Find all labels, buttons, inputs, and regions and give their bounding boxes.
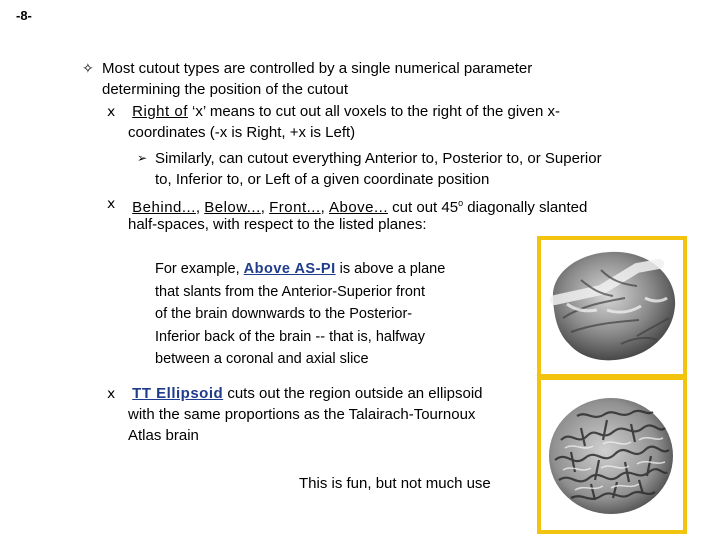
brain-cutout-image (537, 236, 687, 378)
checkmark-bullet-icon: ⅹ (107, 103, 116, 119)
example-line-5: between a coronal and axial slice (155, 351, 369, 367)
checkmark-bullet-icon: ⅹ (107, 385, 116, 401)
halfspace-text-end: diagonally slanted (463, 199, 588, 216)
diamond-bullet-icon: ✧ (82, 60, 94, 76)
example-line-3: of the brain downwards to the Posterior- (155, 306, 413, 322)
main-point-line-1: Most cutout types are controlled by a single numerical parameter (102, 60, 533, 77)
example-line-1 (155, 258, 445, 281)
example-line-2: that slants from the Anterior-Superior front (155, 283, 425, 300)
example-paragraph (155, 258, 445, 371)
ellipsoid-line-1 (128, 383, 483, 404)
separator: , (320, 199, 329, 216)
degree-superscript: o (458, 198, 464, 208)
fun-note: This is fun, but not much use (299, 475, 491, 492)
right-of-text: ‘x’ means to cut out all voxels to the right of the given x- (187, 103, 561, 120)
arrowhead-bullet-icon: ➢ (137, 151, 148, 165)
right-of-line-2: coordinates (-x is Right, +x is Left) (128, 124, 356, 141)
halfspace-line-2: half-spaces, with respect to the listed planes: (128, 216, 427, 233)
similarly-line-2: to, Inferior to, or Left of a given coordinate position (155, 171, 490, 188)
right-of-link[interactable]: Right of (132, 103, 188, 120)
example-line-4: Inferior back of the brain -- that is, halfway (155, 328, 425, 345)
above-link[interactable]: Above... (328, 199, 389, 216)
above-as-pi-link[interactable]: Above AS-PI (243, 261, 336, 277)
halfspace-text: cut out 45 (388, 199, 459, 216)
checkmark-bullet-icon: ⅹ (107, 195, 116, 211)
ellipsoid-line-2: with the same proportions as the Talairach-Tournoux (128, 406, 476, 423)
behind-link[interactable]: Behind... (132, 199, 196, 216)
example-prefix: For example, (155, 261, 244, 277)
separator: , (195, 199, 205, 216)
right-of-line-1 (128, 101, 560, 122)
page-number: -8- (16, 8, 32, 23)
brain-ellipsoid-render (541, 380, 683, 530)
front-link[interactable]: Front... (269, 199, 321, 216)
separator: , (260, 199, 270, 216)
ellipsoid-line-3: Atlas brain (128, 427, 199, 444)
main-point-line-2: determining the position of the cutout (102, 81, 348, 98)
example-line-1-end: is above a plane (335, 261, 446, 277)
brain-cutout-render (541, 240, 683, 374)
below-link[interactable]: Below... (204, 199, 261, 216)
ellipsoid-text: cuts out the region outside an ellipsoid (223, 385, 483, 402)
brain-ellipsoid-image (537, 376, 687, 534)
tt-ellipsoid-link[interactable]: TT Ellipsoid (132, 385, 224, 402)
similarly-line-1: Similarly, can cutout everything Anterior to, Posterior to, or Superior (155, 150, 602, 167)
